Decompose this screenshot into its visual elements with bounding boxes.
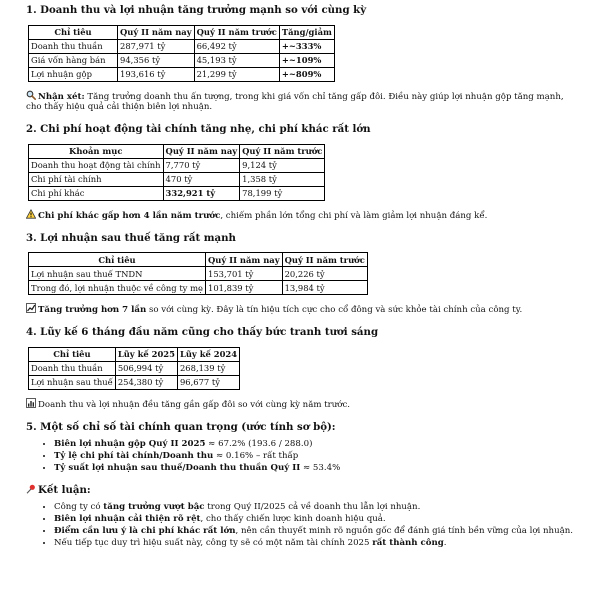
list-item-text: Nếu tiếp tục duy trì hiệu suất này, công ty sẽ có một năm tài chính 2025	[54, 537, 373, 548]
table-row	[29, 281, 368, 295]
list-item	[54, 502, 574, 513]
note-text: Doanh thu và lợi nhuận đều tăng gần gấp đôi so với cùng kỳ năm trước.	[38, 399, 351, 410]
note-text: Tăng trưởng doanh thu ấn tượng, trong khi giá vốn chỉ tăng gấp đôi. Điều này giúp lợi nhuận gộp tăng mạnh, cho thấy hiệu quả cải thiện biên lợi nhuận.	[26, 91, 564, 113]
table-header: Tăng/giảm	[279, 25, 334, 39]
list-item-text: Công ty có	[54, 502, 104, 513]
section-2	[26, 123, 574, 221]
table-header-row	[29, 253, 368, 267]
table-cell: 21,299 tỷ	[194, 67, 279, 81]
section-4-title: 4. Lũy kế 6 tháng đầu năm cũng cho thấy bức tranh tươi sáng	[26, 326, 379, 339]
list-item	[54, 514, 574, 525]
list-item	[54, 463, 574, 474]
table-cell: 193,616 tỷ	[118, 67, 195, 81]
section-4	[26, 326, 574, 410]
list-item-text: ≈ 0.16% – rất thấp	[213, 451, 299, 462]
table-header: Quý II năm nay	[163, 144, 240, 158]
note-text: so với cùng kỳ. Đây là tín hiệu tích cực cho cổ đông và sức khỏe tài chính của công ty.	[146, 305, 523, 316]
section-4-note	[26, 398, 574, 411]
table-row	[29, 39, 335, 53]
bar-chart-icon	[26, 398, 36, 408]
section-5	[26, 421, 574, 474]
table-cell: 287,971 tỷ	[118, 39, 195, 53]
note-text: , chiếm phần lớn tổng chi phí và làm giảm lợi nhuận đáng kể.	[220, 210, 488, 221]
table-cell: Lợi nhuận sau thuế	[29, 375, 116, 389]
table-cell: Lợi nhuận gộp	[29, 67, 118, 81]
table-cell: 9,124 tỷ	[240, 158, 325, 172]
table-cell: 7,770 tỷ	[163, 158, 240, 172]
profit-table	[28, 252, 368, 295]
table-header-row	[29, 144, 325, 158]
list-item-bold: rất thành công	[372, 537, 444, 548]
table-cell: 94,356 tỷ	[118, 53, 195, 67]
section-2-note	[26, 209, 574, 222]
financial-expense-table	[28, 144, 325, 201]
list-item	[54, 439, 574, 450]
section-3-note	[26, 303, 574, 316]
magnifier-icon	[26, 90, 36, 100]
section-2-title: 2. Chi phí hoạt động tài chính tăng nhẹ, chi phí khác rất lớn	[26, 123, 371, 136]
conclusion-title	[26, 484, 574, 497]
table-cell: 101,839 tỷ	[205, 281, 282, 295]
table-cell: 96,677 tỷ	[177, 375, 239, 389]
list-item-bold: Điểm cần lưu ý là chi phí khác rất lớn	[54, 525, 236, 536]
conclusion-list	[26, 502, 574, 548]
revenue-table	[28, 25, 335, 82]
note-label: Nhận xét:	[38, 91, 85, 102]
cumulative-table	[28, 347, 240, 390]
section-5-title: 5. Một số chỉ số tài chính quan trọng (ước tính sơ bộ):	[26, 420, 336, 433]
section-3-title: 3. Lợi nhuận sau thuế tăng rất mạnh	[26, 231, 236, 244]
table-cell: 506,994 tỷ	[115, 361, 177, 375]
table-cell: 268,139 tỷ	[177, 361, 239, 375]
table-row	[29, 186, 325, 200]
table-row	[29, 361, 240, 375]
table-header: Quý II năm trước	[240, 144, 325, 158]
table-cell: 20,226 tỷ	[282, 267, 367, 281]
table-row	[29, 375, 240, 389]
table-header: Quý II năm trước	[282, 253, 367, 267]
section-1-note	[26, 90, 574, 113]
list-item	[54, 526, 574, 537]
table-row	[29, 67, 335, 81]
table-cell: 254,380 tỷ	[115, 375, 177, 389]
table-cell: Doanh thu thuần	[29, 361, 116, 375]
table-row	[29, 53, 335, 67]
section-1-title: 1. Doanh thu và lợi nhuận tăng trưởng mạnh so với cùng kỳ	[26, 4, 367, 16]
table-cell: 45,193 tỷ	[194, 53, 279, 67]
table-cell: 78,199 tỷ	[240, 186, 325, 200]
warning-icon	[26, 209, 36, 219]
section-1	[26, 4, 574, 113]
table-cell: Doanh thu thuần	[29, 39, 118, 53]
table-header-row	[29, 347, 240, 361]
table-header: Chỉ tiêu	[29, 25, 118, 39]
section-3	[26, 232, 574, 316]
table-header: Lũy kế 2025	[115, 347, 177, 361]
table-header: Chỉ tiêu	[29, 253, 206, 267]
table-cell: +~109%	[279, 53, 334, 67]
list-item-text: ≈ 53.4%	[300, 462, 341, 473]
list-item	[54, 538, 574, 549]
table-cell: Giá vốn hàng bán	[29, 53, 118, 67]
list-item-text: ≈ 67.2% (193.6 / 288.0)	[205, 439, 313, 450]
table-cell: +~333%	[279, 39, 334, 53]
table-cell: 470 tỷ	[163, 172, 240, 186]
table-cell: 1,358 tỷ	[240, 172, 325, 186]
list-item-text: .	[443, 537, 447, 548]
list-item-bold: Biên lợi nhuận gộp Quý II 2025	[54, 439, 206, 450]
table-cell: Chi phí khác	[29, 186, 164, 200]
list-item-text: trong Quý II/2025 cả về doanh thu lẫn lợi nhuận.	[204, 502, 421, 513]
list-item-text: , cho thấy chiến lược kinh doanh hiệu quả.	[200, 514, 386, 525]
table-cell: Doanh thu hoạt động tài chính	[29, 158, 164, 172]
table-header: Khoản mục	[29, 144, 164, 158]
indicator-list	[26, 439, 574, 473]
table-cell: +~809%	[279, 67, 334, 81]
list-item-bold: Biên lợi nhuận cải thiện rõ rệt	[54, 514, 201, 525]
table-header: Quý II năm trước	[194, 25, 279, 39]
table-cell: 66,492 tỷ	[194, 39, 279, 53]
chart-up-icon	[26, 303, 36, 313]
table-cell: 332,921 tỷ	[163, 186, 240, 200]
table-header: Chỉ tiêu	[29, 347, 116, 361]
table-header-row	[29, 25, 335, 39]
table-cell: Chi phí tài chính	[29, 172, 164, 186]
table-cell: 13,984 tỷ	[282, 281, 367, 295]
list-item-bold: Tỷ suất lợi nhuận sau thuế/Doanh thu thuần Quý II	[54, 462, 301, 473]
table-cell: Lợi nhuận sau thuế TNDN	[29, 267, 206, 281]
table-header: Lũy kế 2024	[177, 347, 239, 361]
table-row	[29, 267, 368, 281]
note-bold: Tăng trưởng hơn 7 lần	[38, 305, 147, 316]
pushpin-icon	[26, 484, 36, 494]
conclusion-title-text: Kết luận:	[38, 483, 91, 496]
table-row	[29, 172, 325, 186]
table-cell: 153,701 tỷ	[205, 267, 282, 281]
conclusion-section	[26, 484, 574, 549]
list-item	[54, 451, 574, 462]
table-row	[29, 158, 325, 172]
note-bold: Chi phí khác gấp hơn 4 lần năm trước	[38, 210, 221, 221]
list-item-bold: tăng trưởng vượt bậc	[103, 502, 205, 513]
table-cell: Trong đó, lợi nhuận thuộc về công ty mẹ	[29, 281, 206, 295]
table-header: Quý II năm nay	[205, 253, 282, 267]
list-item-text: , nên cần thuyết minh rõ nguồn gốc để đánh giá tính bền vững của lợi nhuận.	[235, 525, 574, 536]
list-item-bold: Tỷ lệ chi phí tài chính/Doanh thu	[54, 451, 214, 462]
table-header: Quý II năm nay	[118, 25, 195, 39]
